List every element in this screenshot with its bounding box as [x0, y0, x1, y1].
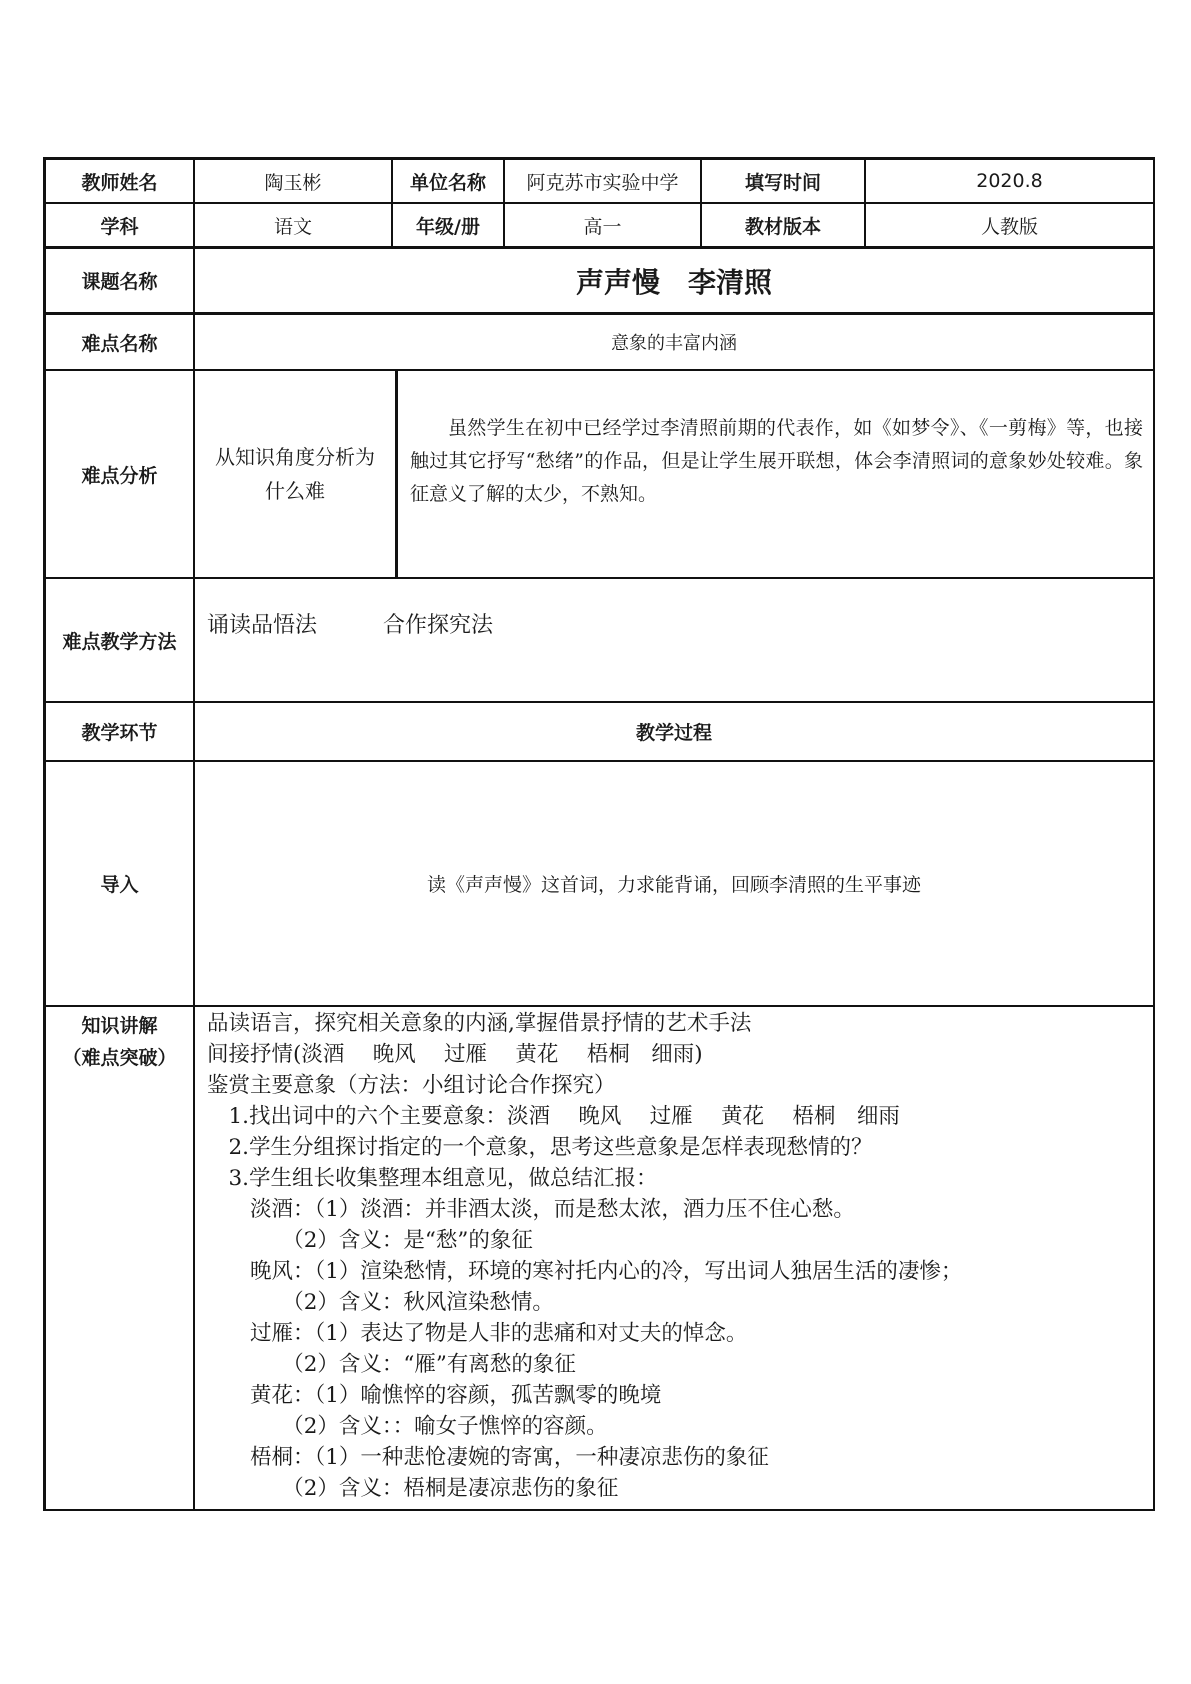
process-header: 教学过程 [635, 722, 712, 744]
unit-value: 阿克苏市实验中学 [526, 171, 679, 194]
method-value: 诵读品悟法 合作探究法 [207, 613, 494, 638]
method-label: 难点教学方法 [62, 630, 177, 653]
edition-label: 教材版本 [744, 215, 821, 238]
knowledge-line: （2）含义：“雁”有离愁的象征 [207, 1352, 576, 1377]
teacher-label: 教师姓名 [81, 171, 158, 194]
knowledge-line: （2）含义：秋风渲染愁情。 [207, 1290, 554, 1315]
knowledge-line: （2）含义：是“愁”的象征 [207, 1228, 533, 1253]
knowledge-line: 1.找出词中的六个主要意象：淡酒 晚风 过雁 黄花 梧桐 细雨 [207, 1104, 900, 1129]
knowledge-line: 梧桐：（1）一种悲怆凄婉的寄寓，一种凄凉悲伤的象征 [207, 1445, 769, 1470]
knowledge-line: 3.学生组长收集整理本组意见，做总结汇报： [207, 1166, 658, 1191]
knowledge-label-line1: 知识讲解 [81, 1015, 158, 1037]
topic-label: 课题名称 [81, 271, 158, 293]
date-value: 2020.8 [976, 170, 1043, 192]
knowledge-line: 淡酒：（1）淡酒：并非酒太淡，而是愁太浓，酒力压不住心愁。 [207, 1197, 855, 1222]
analysis-sublabel: 从知识角度分析为什么难 [215, 445, 375, 503]
knowledge-line: 过雁：（1）表达了物是人非的悲痛和对丈夫的悼念。 [207, 1321, 748, 1346]
analysis-label: 难点分析 [81, 464, 158, 487]
process-stage-label: 教学环节 [81, 722, 158, 744]
knowledge-line: （2）含义：：喻女子憔悴的容颜。 [207, 1414, 608, 1439]
subject-label: 学科 [100, 215, 139, 238]
grade-value: 高一 [583, 215, 622, 238]
knowledge-line: 晚风：（1）渲染愁情，环境的寒衬托内心的冷，写出词人独居生活的凄惨； [207, 1259, 963, 1284]
difficulty-label: 难点名称 [81, 332, 158, 355]
grade-label: 年级/册 [416, 215, 480, 238]
knowledge-label [46, 1010, 193, 1074]
knowledge-line: 黄花：（1）喻憔悴的容颜，孤苦飘零的晚境 [207, 1383, 662, 1408]
intro-label: 导入 [100, 874, 139, 896]
knowledge-line: 鉴赏主要意象（方法：小组讨论合作探究） [207, 1073, 616, 1098]
intro-text: 读《声声慢》这首词，力求能背诵，回顾李清照的生平事迹 [426, 874, 921, 896]
knowledge-line: 2.学生分组探讨指定的一个意象，思考这些意象是怎样表现愁情的？ [207, 1135, 873, 1160]
subject-value: 语文 [273, 215, 312, 238]
edition-value: 人教版 [980, 215, 1038, 238]
unit-label: 单位名称 [409, 171, 486, 194]
knowledge-label-line2: （难点突破） [62, 1047, 177, 1069]
knowledge-line: 品读语言，探究相关意象的内涵,掌握借景抒情的艺术手法 [207, 1011, 752, 1036]
analysis-text: 虽然学生在初中已经学过李清照前期的代表作，如《如梦令》、《一剪梅》等，也接触过其它抒写“愁绪”的作品，但是让学生展开联想，体会李清照词的意象妙处较难。象征意义了解的太少，不熟知。 [410, 417, 1143, 505]
date-label: 填写时间 [744, 171, 821, 194]
teacher-value: 陶玉彬 [264, 171, 322, 194]
knowledge-line: 间接抒情(淡酒 晚风 过雁 黄花 梧桐 细雨) [207, 1042, 703, 1067]
topic-title: 声声慢 李清照 [575, 265, 772, 299]
knowledge-line: （2）含义：梧桐是凄凉悲伤的象征 [207, 1476, 619, 1501]
knowledge-content [207, 1008, 1147, 1508]
difficulty-value: 意象的丰富内涵 [611, 333, 737, 354]
